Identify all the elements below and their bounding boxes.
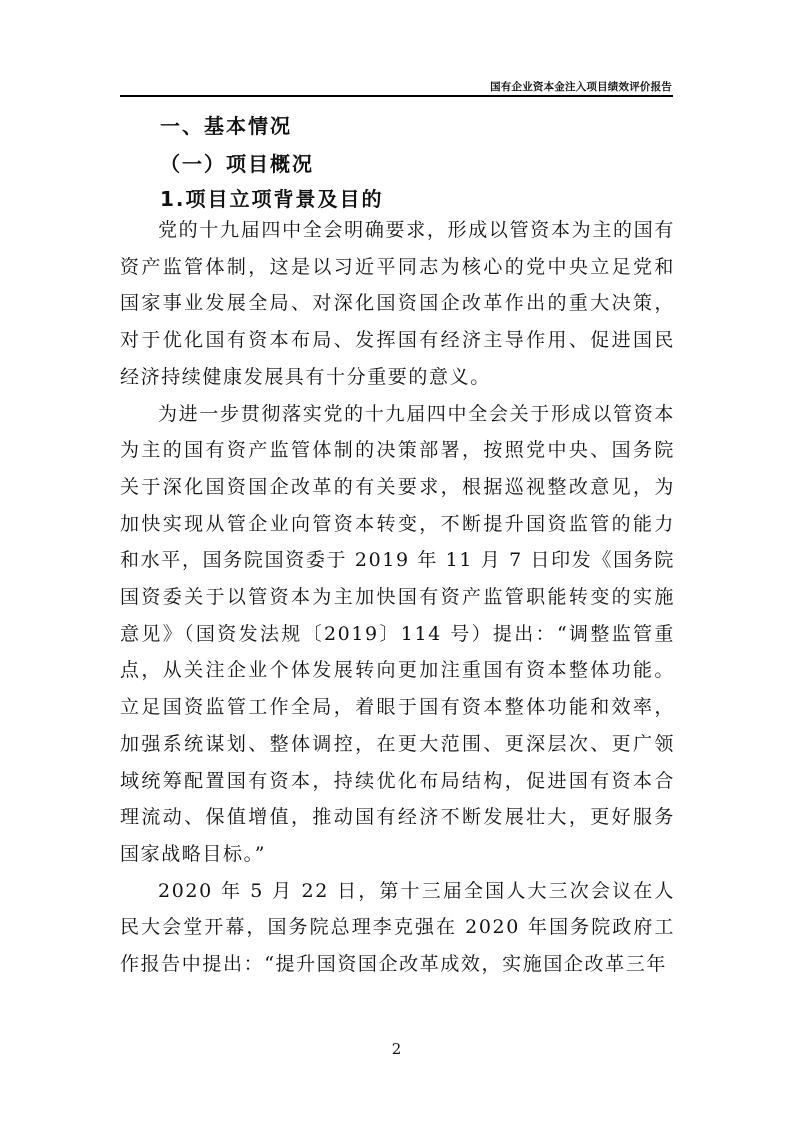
paragraph: 党的十九届四中全会明确要求，形成以管资本为主的国有资产监管体制，这是以习近平同志为核心的党中央立足党和国家事业发展全局、对深化国资国企改革作出的重大决策，对于优化国有资本布局、发挥国有经济主导作用、促进国民经济持续健康发展具有十分重要的意义。	[120, 219, 675, 388]
paragraph: 为进一步贯彻落实党的十九届四中全会关于形成以管资本为主的国有资产监管体制的决策部署，按照党中央、国务院关于深化国资国企改革的有关要求，根据巡视整改意见，为加快实现从管企业向管资本转变，不断提升国资监管的能力和水平，国务院国资委于 2019 年 11 月 7 日印发《国务院国资委关于以管资本为主加快国有资产监管职能转变的实施意见》（国资发法规〔2019〕114 号）提出：“调整监管重点，从关注企业个体发展转向更加注重国有资本整体功能。立足国资监管工作全局，着眼于国有资本整体功能和效率，加强系统谋划、整体调控，在更大范围、更深层次、更广领域统筹配置国有资本，持续优化布局结构，促进国有资本合理流动、保值增值，推动国有经济不断发展壮大，更好服务国家战略目标。”	[120, 402, 675, 865]
page-number: 2	[391, 1040, 402, 1058]
section-heading-level2: （一）项目概况	[160, 152, 314, 176]
body-text	[120, 212, 675, 983]
running-header-title: 国有企业资本金注入项目绩效评价报告	[490, 81, 672, 93]
section-heading-level1: 一、基本情况	[160, 114, 292, 138]
paragraph: 2020 年 5 月 22 日，第十三届全国人大三次会议在人民大会堂开幕，国务院总理李克强在 2020 年国务院政府工作报告中提出：“提升国资国企改革成效，实施国企改革三年	[120, 879, 675, 976]
header-rule	[120, 95, 673, 97]
section-heading-level3: 1.项目立项背景及目的	[160, 187, 384, 211]
